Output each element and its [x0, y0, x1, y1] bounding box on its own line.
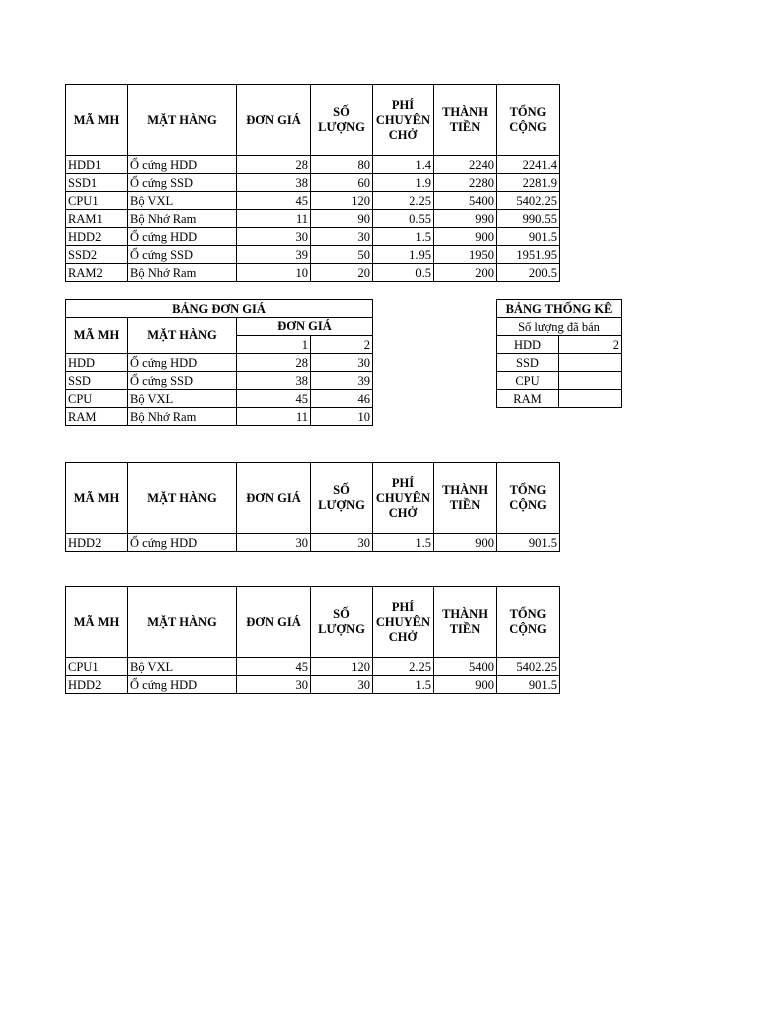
col-phi-chuyen-cho: PHÍ CHUYÊN CHỞ: [373, 85, 434, 156]
table-cell[interactable]: 11: [237, 210, 311, 228]
table-cell[interactable]: 2240: [434, 156, 497, 174]
table-cell[interactable]: 39: [311, 372, 373, 390]
f1-col-don-gia: ĐƠN GIÁ: [237, 463, 311, 534]
table-cell[interactable]: Ổ cứng HDD: [128, 156, 237, 174]
col-thanh-tien: THÀNH TIỀN: [434, 85, 497, 156]
table-cell[interactable]: CPU1: [66, 192, 128, 210]
f1-col-phi-chuyen-cho: PHÍ CHUYÊN CHỞ: [373, 463, 434, 534]
f2-col-so-luong: SỐ LƯỢNG: [311, 587, 373, 658]
price-sub-1: 1: [237, 336, 311, 354]
price-table: [65, 299, 373, 426]
table-cell[interactable]: 45: [237, 390, 311, 408]
f1-col-thanh-tien: THÀNH TIỀN: [434, 463, 497, 534]
stats-table: [496, 299, 622, 408]
table-cell[interactable]: Ổ cứng HDD: [128, 676, 237, 694]
stats-table-title: BẢNG THỐNG KÊ: [497, 300, 622, 318]
table-row: [497, 336, 622, 354]
table-row: [66, 174, 560, 192]
table-cell[interactable]: 30: [311, 228, 373, 246]
table-cell[interactable]: 1.5: [373, 534, 434, 552]
table-cell[interactable]: 30: [237, 228, 311, 246]
table-cell[interactable]: 2281.9: [497, 174, 560, 192]
table-cell[interactable]: RAM: [66, 408, 128, 426]
col-don-gia: ĐƠN GIÁ: [237, 85, 311, 156]
col-mat-hang: MẶT HÀNG: [128, 85, 237, 156]
price-table-title: BẢNG ĐƠN GIÁ: [66, 300, 373, 318]
table-cell[interactable]: 1951.95: [497, 246, 560, 264]
table-cell[interactable]: HDD2: [66, 228, 128, 246]
table-row: [66, 246, 560, 264]
table-row: [497, 390, 622, 408]
table-cell[interactable]: HDD2: [66, 534, 128, 552]
table-cell[interactable]: HDD1: [66, 156, 128, 174]
table-cell[interactable]: [559, 390, 622, 408]
table-cell[interactable]: SSD1: [66, 174, 128, 192]
table-cell[interactable]: 5400: [434, 192, 497, 210]
table-cell[interactable]: 5402.25: [497, 192, 560, 210]
f1-col-mat-hang: MẶT HÀNG: [128, 463, 237, 534]
table-row: [497, 354, 622, 372]
table-cell[interactable]: 30: [311, 676, 373, 694]
table-cell[interactable]: 2.25: [373, 658, 434, 676]
table-cell[interactable]: RAM1: [66, 210, 128, 228]
table-row: [66, 390, 373, 408]
table-row: [66, 228, 560, 246]
table-cell[interactable]: 901.5: [497, 228, 560, 246]
f2-col-don-gia: ĐƠN GIÁ: [237, 587, 311, 658]
f2-col-phi-chuyen-cho: PHÍ CHUYÊN CHỞ: [373, 587, 434, 658]
table-cell[interactable]: Ổ cứng SSD: [128, 174, 237, 192]
table-cell[interactable]: 990.55: [497, 210, 560, 228]
filter-table-1-body: [66, 534, 560, 552]
table-cell[interactable]: CPU: [66, 390, 128, 408]
price-sub-2: 2: [311, 336, 373, 354]
table-cell[interactable]: 1.95: [373, 246, 434, 264]
table-cell[interactable]: 120: [311, 658, 373, 676]
table-cell[interactable]: 2.25: [373, 192, 434, 210]
table-cell[interactable]: Ổ cứng SSD: [128, 246, 237, 264]
table-cell[interactable]: 0.5: [373, 264, 434, 282]
table-cell[interactable]: HDD2: [66, 676, 128, 694]
price-col-don-gia: ĐƠN GIÁ: [237, 318, 373, 336]
table-cell[interactable]: CPU1: [66, 658, 128, 676]
price-table-body: [66, 354, 373, 426]
table-cell[interactable]: 1950: [434, 246, 497, 264]
filter-table-1: [65, 462, 560, 552]
f2-col-thanh-tien: THÀNH TIỀN: [434, 587, 497, 658]
table-row: [66, 676, 560, 694]
table-cell[interactable]: 38: [237, 174, 311, 192]
table-cell[interactable]: 200: [434, 264, 497, 282]
table-cell[interactable]: HDD: [66, 354, 128, 372]
table-cell[interactable]: Ổ cứng HDD: [128, 534, 237, 552]
table-row: [66, 264, 560, 282]
table-cell[interactable]: 901.5: [497, 676, 560, 694]
table-cell[interactable]: 2280: [434, 174, 497, 192]
price-col-mat-hang: MẶT HÀNG: [128, 318, 237, 354]
table-row: [66, 156, 560, 174]
table-cell[interactable]: 5400: [434, 658, 497, 676]
table-cell[interactable]: 1.4: [373, 156, 434, 174]
table-cell[interactable]: 2: [559, 336, 622, 354]
table-cell[interactable]: 10: [237, 264, 311, 282]
stats-table-body: [497, 336, 622, 408]
col-so-luong: SỐ LƯỢNG: [311, 85, 373, 156]
table-cell[interactable]: Ổ cứng HDD: [128, 354, 237, 372]
table-cell[interactable]: 45: [237, 658, 311, 676]
table-cell[interactable]: 11: [237, 408, 311, 426]
table-cell[interactable]: Ổ cứng SSD: [128, 372, 237, 390]
table-cell[interactable]: 990: [434, 210, 497, 228]
table-cell[interactable]: [559, 354, 622, 372]
table-cell[interactable]: 30: [311, 534, 373, 552]
table-cell[interactable]: 60: [311, 174, 373, 192]
table-cell[interactable]: 10: [311, 408, 373, 426]
table-cell[interactable]: 2241.4: [497, 156, 560, 174]
table-cell[interactable]: 38: [237, 372, 311, 390]
table-cell[interactable]: 901.5: [497, 534, 560, 552]
table-cell[interactable]: 5402.25: [497, 658, 560, 676]
col-ma-mh: MÃ MH: [66, 85, 128, 156]
f1-col-ma-mh: MÃ MH: [66, 463, 128, 534]
table-cell[interactable]: 1.5: [373, 228, 434, 246]
table-cell[interactable]: CPU: [497, 372, 559, 390]
table-cell[interactable]: 80: [311, 156, 373, 174]
table-cell[interactable]: 900: [434, 228, 497, 246]
table-cell[interactable]: RAM: [497, 390, 559, 408]
main-table-body: [66, 156, 560, 282]
table-row: [66, 372, 373, 390]
table-cell[interactable]: 200.5: [497, 264, 560, 282]
table-cell[interactable]: 90: [311, 210, 373, 228]
table-cell[interactable]: 39: [237, 246, 311, 264]
f1-col-so-luong: SỐ LƯỢNG: [311, 463, 373, 534]
f2-col-ma-mh: MÃ MH: [66, 587, 128, 658]
table-cell[interactable]: 30: [237, 534, 311, 552]
table-cell[interactable]: 0.55: [373, 210, 434, 228]
table-cell[interactable]: 28: [237, 354, 311, 372]
table-cell[interactable]: RAM2: [66, 264, 128, 282]
table-cell[interactable]: 20: [311, 264, 373, 282]
table-row: [66, 210, 560, 228]
main-table-header: [66, 85, 560, 156]
table-cell[interactable]: 1.5: [373, 676, 434, 694]
f1-col-tong-cong: TỔNG CỘNG: [497, 463, 560, 534]
table-cell[interactable]: Ổ cứng HDD: [128, 228, 237, 246]
table-cell[interactable]: 50: [311, 246, 373, 264]
f2-col-mat-hang: MẶT HÀNG: [128, 587, 237, 658]
filter-table-2: [65, 586, 560, 694]
table-cell[interactable]: HDD: [497, 336, 559, 354]
table-cell[interactable]: 45: [237, 192, 311, 210]
table-row: [497, 372, 622, 390]
table-cell[interactable]: Bộ Nhớ Ram: [128, 210, 237, 228]
table-cell[interactable]: 28: [237, 156, 311, 174]
table-cell[interactable]: 900: [434, 676, 497, 694]
filter-table-2-body: [66, 658, 560, 694]
stats-table-subtitle: Số lượng đã bán: [497, 318, 622, 336]
table-cell[interactable]: Bộ VXL: [128, 390, 237, 408]
table-cell[interactable]: [559, 372, 622, 390]
table-cell[interactable]: 46: [311, 390, 373, 408]
table-row: [66, 354, 373, 372]
table-cell[interactable]: Bộ Nhớ Ram: [128, 408, 237, 426]
table-cell[interactable]: SSD: [497, 354, 559, 372]
table-row: [66, 658, 560, 676]
table-row: [66, 192, 560, 210]
table-cell[interactable]: Bộ Nhớ Ram: [128, 264, 237, 282]
table-cell[interactable]: Bộ VXL: [128, 658, 237, 676]
table-cell[interactable]: 1.9: [373, 174, 434, 192]
main-table: [65, 84, 560, 282]
table-row: [66, 534, 560, 552]
table-cell[interactable]: 120: [311, 192, 373, 210]
table-cell[interactable]: SSD2: [66, 246, 128, 264]
f2-col-tong-cong: TỔNG CỘNG: [497, 587, 560, 658]
col-tong-cong: TỔNG CỘNG: [497, 85, 560, 156]
table-row: [66, 408, 373, 426]
price-col-ma-mh: MÃ MH: [66, 318, 128, 354]
table-cell[interactable]: 30: [311, 354, 373, 372]
table-cell[interactable]: 900: [434, 534, 497, 552]
table-cell[interactable]: Bộ VXL: [128, 192, 237, 210]
table-cell[interactable]: SSD: [66, 372, 128, 390]
table-cell[interactable]: 30: [237, 676, 311, 694]
